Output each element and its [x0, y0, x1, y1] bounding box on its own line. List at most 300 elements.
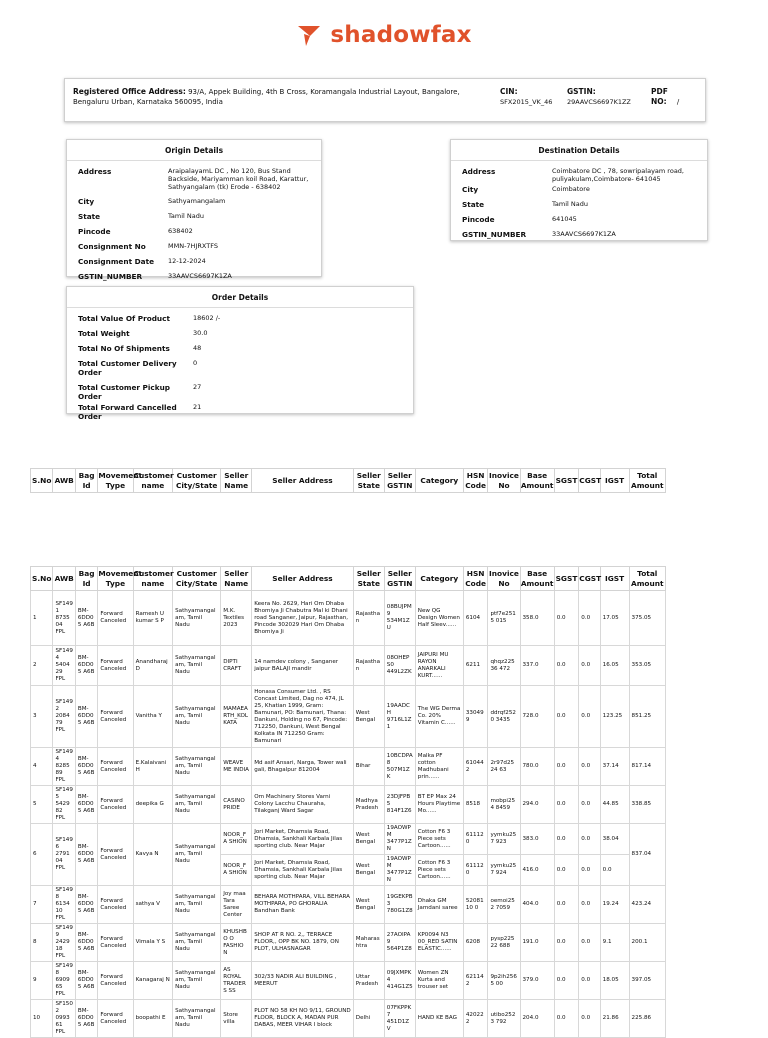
- cell-awb: SF1496 279104 FPL: [53, 824, 75, 886]
- origin-row: [67, 165, 321, 195]
- order-label: Total Value Of Product: [78, 314, 170, 323]
- cell-cat: Malka PF cotton Madhubani prin......: [415, 748, 463, 786]
- column-header: CGST: [579, 469, 600, 493]
- cell-inv: pysp22522 688: [488, 924, 520, 962]
- destination-row: [451, 198, 707, 213]
- table-row: [31, 1000, 666, 1038]
- cell-seller: AS ROYAL TRADERS SS: [221, 962, 252, 1000]
- cell-total: 225.86: [629, 1000, 665, 1038]
- table-row: [31, 786, 666, 824]
- cell-move: Forward Canceled: [98, 646, 133, 686]
- destination-label: Pincode: [462, 215, 495, 224]
- cell-cust: boopathi E: [133, 1000, 173, 1038]
- cell-base: 358.0: [520, 591, 554, 646]
- column-header: Customer City/State: [173, 469, 221, 493]
- cell-bag: BM-6DD05 A6B: [75, 786, 97, 824]
- cell-bag: BM-6DD05 A6B: [75, 962, 97, 1000]
- cell-cgst: 0.0: [579, 591, 600, 646]
- destination-row: [451, 213, 707, 228]
- cell-total: 353.05: [629, 646, 665, 686]
- column-header: SGST: [554, 469, 579, 493]
- cell-city: Sathyamangal am, Tamil Nadu: [173, 591, 221, 646]
- cell-move: Forward Canceled: [98, 824, 133, 886]
- destination-details-list: [451, 161, 707, 243]
- cell-base: 294.0: [520, 786, 554, 824]
- cell-cat: Women ZN Kurta and trouser set: [415, 962, 463, 1000]
- table-row: [31, 646, 666, 686]
- cell-inv: mobpi254 8459: [488, 786, 520, 824]
- cell-saddr: 302/33 NADIR ALI BUILDING , MEERUT: [252, 962, 354, 1000]
- cell-awb: SF1502 099361 FPL: [53, 1000, 75, 1038]
- cell-hsn: 611120: [463, 855, 488, 886]
- column-header: Customer name: [133, 567, 173, 591]
- cell-city: Sathyamangal am, Tamil Nadu: [173, 1000, 221, 1038]
- column-header: Customer City/State: [173, 567, 221, 591]
- column-header: Seller Address: [252, 567, 354, 591]
- cell-cgst: 0.0: [579, 924, 600, 962]
- cell-awb: SF1499 242918 FPL: [53, 924, 75, 962]
- cell-sno: 9: [31, 962, 53, 1000]
- cell-cgst: 0.0: [579, 686, 600, 748]
- cell-gstin: 27AOIPA9 564P1Z8: [384, 924, 415, 962]
- cell-sstate: West Bengal: [353, 855, 384, 886]
- column-header: Base Amount: [520, 469, 554, 493]
- cell-base: 416.0: [520, 855, 554, 886]
- column-header: S.No: [31, 567, 53, 591]
- column-header: Category: [415, 567, 463, 591]
- origin-value: Sathyamangalam: [168, 197, 226, 205]
- no-value: /: [676, 98, 680, 106]
- no-label: NO:: [651, 97, 667, 106]
- order-label: Total Forward Cancelled Order: [78, 403, 177, 421]
- destination-value: Coimbatore: [552, 185, 590, 193]
- cell-gstin: 10BCDPA8 507M1ZK: [384, 748, 415, 786]
- cell-inv: yymku257 923: [488, 824, 520, 855]
- cell-gstin: 19AOWPM 3477P1ZN: [384, 824, 415, 855]
- cell-cat: Dhaka GM Jamdani saree: [415, 886, 463, 924]
- column-header: Total Amount: [629, 469, 665, 493]
- gstin-label: GSTIN:: [567, 87, 596, 96]
- origin-details-list: [67, 161, 321, 285]
- table-row: [31, 962, 666, 1000]
- cell-sstate: Delhi: [353, 1000, 384, 1038]
- registered-office-label: Registered Office Address:: [73, 87, 186, 96]
- cell-base: 379.0: [520, 962, 554, 1000]
- cell-seller: NOOR_FA SHION: [221, 824, 252, 855]
- cell-total: 200.1: [629, 924, 665, 962]
- origin-value: 12-12-2024: [168, 257, 206, 265]
- column-header: Seller Name: [221, 567, 252, 591]
- cell-saddr: Honasa Consumer Ltd. , RS Concast Limited, Dag no 474, JL 25, Khatian 1999, Gram: Bamunari, PO: Bamunari, Thana: Dankuni, Holding no 67, Pincode: 712250, Dankuni, West Bengal Kolkata IN 712250 Gram: Bamunari: [252, 686, 354, 748]
- cell-bag: BM-6DD05 A6B: [75, 824, 97, 886]
- cell-saddr: PLOT NO 58 KH NO 9/11, GROUND FLOOR, BLOCK A, MADAN PUR DABAS, MEER VIHAR I block: [252, 1000, 354, 1038]
- cell-total: 397.05: [629, 962, 665, 1000]
- cell-sgst: 0.0: [554, 1000, 579, 1038]
- cell-sgst: 0.0: [554, 646, 579, 686]
- origin-row: [67, 195, 321, 210]
- cell-igst: 16.05: [600, 646, 629, 686]
- cell-saddr: Jori Market, Dhamsia Road, Dhamsia, Sankhali Karbala Jilas sporting club. Near Majar: [252, 855, 354, 886]
- order-value: 18602 /-: [193, 314, 221, 322]
- column-header: Customer name: [133, 469, 173, 493]
- brand-name: shadowfax: [330, 22, 472, 48]
- cell-sno: 1: [31, 591, 53, 646]
- destination-row: [451, 165, 707, 183]
- column-header: Inovice No: [488, 469, 520, 493]
- cell-gstin: 19GEKPB3 780G1Z8: [384, 886, 415, 924]
- cell-cust: Vanitha Y: [133, 686, 173, 748]
- cell-cust: Vimala Y S: [133, 924, 173, 962]
- cell-cgst: 0.0: [579, 748, 600, 786]
- column-header: Bag Id: [75, 469, 97, 493]
- registered-office-box: [64, 78, 706, 122]
- cell-inv: yymku257 924: [488, 855, 520, 886]
- cell-base: 728.0: [520, 686, 554, 748]
- table-row: [31, 686, 666, 748]
- cell-igst: 21.86: [600, 1000, 629, 1038]
- cell-gstin: 08BUJPM9 534M1ZU: [384, 591, 415, 646]
- cell-cust: Anandharaj D: [133, 646, 173, 686]
- cell-bag: BM-6DD05 A6B: [75, 924, 97, 962]
- destination-label: City: [462, 185, 479, 194]
- cell-total: 338.85: [629, 786, 665, 824]
- cell-sstate: Maharas htra: [353, 924, 384, 962]
- cell-awb: SF1498 613410 FPL: [53, 886, 75, 924]
- origin-label: Address: [78, 167, 112, 176]
- items-table: [30, 566, 666, 1038]
- cell-awb: SF1492 208479 FPL: [53, 686, 75, 748]
- destination-value: 641045: [552, 215, 577, 223]
- cell-bag: BM-6DD05 A6B: [75, 886, 97, 924]
- cell-awb: SF1498 690965 FPL: [53, 962, 75, 1000]
- table-row: [31, 824, 666, 855]
- cell-city: Sathyamangal am, Tamil Nadu: [173, 924, 221, 962]
- cell-sgst: 0.0: [554, 886, 579, 924]
- order-row: [67, 327, 413, 342]
- cell-inv: 9p2ih2565 00: [488, 962, 520, 1000]
- column-header: IGST: [600, 567, 629, 591]
- cell-cgst: 0.0: [579, 886, 600, 924]
- origin-row: [67, 210, 321, 225]
- order-row: [67, 381, 413, 401]
- cell-sno: 4: [31, 748, 53, 786]
- cell-cust: deepika G: [133, 786, 173, 824]
- cell-seller: M.K. Textiles 2023: [221, 591, 252, 646]
- shadowfax-logo: [0, 22, 768, 58]
- cell-sgst: 0.0: [554, 824, 579, 855]
- destination-row: [451, 228, 707, 243]
- cell-igst: 17.05: [600, 591, 629, 646]
- column-header: Inovice No: [488, 567, 520, 591]
- origin-label: State: [78, 212, 101, 221]
- cell-saddr: Md asif Ansari, Narga, Tower wali gali, Bhagalpur 812004: [252, 748, 354, 786]
- cell-sno: 8: [31, 924, 53, 962]
- cell-sgst: 0.0: [554, 786, 579, 824]
- cell-sno: 7: [31, 886, 53, 924]
- cell-cat: BT EP Max 24 Hours Playtime Mo......: [415, 786, 463, 824]
- cell-seller: NOOR_FA SHION: [221, 855, 252, 886]
- cell-hsn: 8518: [463, 786, 488, 824]
- cell-saddr: Om Machinery Stores Varni Colony Lacchu Chauraha, Tilakganj Ward Sagar: [252, 786, 354, 824]
- cell-seller: KHUSHBO O FASHIO N: [221, 924, 252, 962]
- cell-seller: DIPTI CRAFT: [221, 646, 252, 686]
- gstin-block: [567, 87, 631, 107]
- cell-sstate: West Bengal: [353, 686, 384, 748]
- column-header: HSN Code: [463, 469, 488, 493]
- cell-cgst: 0.0: [579, 824, 600, 855]
- cin-label: CIN:: [500, 87, 518, 96]
- column-header: Movement Type: [98, 469, 133, 493]
- column-header: SGST: [554, 567, 579, 591]
- origin-details-title: Origin Details: [67, 140, 321, 161]
- column-header: Base Amount: [520, 567, 554, 591]
- cell-awb: SF1495 542982 FPL: [53, 786, 75, 824]
- cell-total: 851.25: [629, 686, 665, 748]
- cell-igst: 37.14: [600, 748, 629, 786]
- cell-inv: utibo2523 792: [488, 1000, 520, 1038]
- origin-label: Consignment Date: [78, 257, 155, 266]
- destination-value: Tamil Nadu: [552, 200, 588, 208]
- cell-seller: WEAVE ME INDIA: [221, 748, 252, 786]
- origin-value: AraipalayamL DC , No 120, Bus Stand Backside, Mariyamman koil Road, Karattur, Sathyangalam (tk) Erode - 638402: [168, 167, 309, 191]
- pdf-no-block: [651, 87, 679, 107]
- cell-gstin: 19AADCH 9716L1Z1: [384, 686, 415, 748]
- cell-saddr: Keera No. 2629, Hari Om Dhaba Bhomiya Ji Chabutra Mal ki Dhani road Sanganer, Jaipur, Rajasthan, Pincode 302029 Hari Om Dhaba Bhomiya Ji: [252, 591, 354, 646]
- cell-sstate: Rajastha n: [353, 591, 384, 646]
- destination-details-title: Destination Details: [451, 140, 707, 161]
- cell-sgst: 0.0: [554, 748, 579, 786]
- cell-total: 837.04: [629, 824, 665, 886]
- cell-total: 375.05: [629, 591, 665, 646]
- cell-igst: 19.24: [600, 886, 629, 924]
- origin-row: [67, 240, 321, 255]
- origin-value: 638402: [168, 227, 193, 235]
- cell-igst: 123.25: [600, 686, 629, 748]
- order-label: Total Customer Pickup Order: [78, 383, 171, 401]
- destination-row: [451, 183, 707, 198]
- cell-hsn: 6211: [463, 646, 488, 686]
- destination-label: State: [462, 200, 485, 209]
- order-value: 48: [193, 344, 202, 352]
- cell-cust: Ramesh U kumar S P: [133, 591, 173, 646]
- cell-sno: 3: [31, 686, 53, 748]
- cell-sstate: West Bengal: [353, 886, 384, 924]
- cell-base: 204.0: [520, 1000, 554, 1038]
- column-header: Seller Address: [252, 469, 354, 493]
- table-row: [31, 924, 666, 962]
- cell-saddr: Jori Market, Dhamsia Road, Dhamsia, Sankhali Karbala Jilas sporting club. Near Majar: [252, 824, 354, 855]
- cell-base: 780.0: [520, 748, 554, 786]
- cell-cust: Kavya N: [133, 824, 173, 886]
- cell-saddr: BEHARA MOTHPARA, VILL BEHARA MOTHPARA, PO GHORALIA Bandhan Bank: [252, 886, 354, 924]
- origin-value: MMN-7HJRXTFS: [168, 242, 218, 250]
- cell-inv: ptf7e2515 015: [488, 591, 520, 646]
- cin-block: [500, 87, 552, 107]
- cell-seller: CASINO PRIDE: [221, 786, 252, 824]
- cell-seller: Joy maa Tara Saree Center: [221, 886, 252, 924]
- order-value: 21: [193, 403, 202, 411]
- cell-sno: 6: [31, 824, 53, 886]
- cell-hsn: 330499: [463, 686, 488, 748]
- cell-city: Sathyamangal am, Tamil Nadu: [173, 686, 221, 748]
- column-header: Seller State: [353, 567, 384, 591]
- cell-hsn: 6104: [463, 591, 488, 646]
- cell-gstin: 09JXMPK4 414G1Z5: [384, 962, 415, 1000]
- cell-bag: BM-6DD05 A6B: [75, 646, 97, 686]
- column-header: Category: [415, 469, 463, 493]
- column-header: IGST: [600, 469, 629, 493]
- cell-inv: qhqz22536 472: [488, 646, 520, 686]
- cell-hsn: 420222: [463, 1000, 488, 1038]
- destination-value: Coimbatore DC , 78, sowripalayam road, puliyakulam,Coimbatore- 641045: [552, 167, 684, 183]
- cell-move: Forward Canceled: [98, 1000, 133, 1038]
- cell-city: Sathyamangal am, Tamil Nadu: [173, 646, 221, 686]
- origin-value: 33AAVCS6697K1ZA: [168, 272, 232, 280]
- cell-igst: 38.04: [600, 824, 629, 855]
- order-row: [67, 357, 413, 381]
- origin-label: Consignment No: [78, 242, 146, 251]
- cell-cat: The WG Derma Co. 20% Vitamin C......: [415, 686, 463, 748]
- origin-label: GSTIN_NUMBER: [78, 272, 143, 281]
- origin-row: [67, 270, 321, 285]
- cell-sgst: 0.0: [554, 924, 579, 962]
- cell-sstate: West Bengal: [353, 824, 384, 855]
- order-value: 30.0: [193, 329, 208, 337]
- cell-bag: BM-6DD05 A6B: [75, 686, 97, 748]
- cell-sno: 10: [31, 1000, 53, 1038]
- cell-sgst: 0.0: [554, 962, 579, 1000]
- order-row: [67, 312, 413, 327]
- column-header: HSN Code: [463, 567, 488, 591]
- cell-cust: Kanagaraj N: [133, 962, 173, 1000]
- column-header: S.No: [31, 469, 53, 493]
- cell-bag: BM-6DD05 A6B: [75, 1000, 97, 1038]
- order-details-list: [67, 308, 413, 425]
- cell-cat: KP0094 N3 00_RED SATIN ELASTIC......: [415, 924, 463, 962]
- origin-details-box: [66, 139, 322, 281]
- column-header: AWB: [53, 567, 75, 591]
- origin-row: [67, 255, 321, 270]
- order-label: Total Weight: [78, 329, 130, 338]
- cell-sstate: Bihar: [353, 748, 384, 786]
- cell-city: Sathyamangal am, Tamil Nadu: [173, 886, 221, 924]
- cell-cgst: 0.0: [579, 646, 600, 686]
- cell-cust: sathya V: [133, 886, 173, 924]
- destination-details-box: [450, 139, 708, 241]
- cell-base: 337.0: [520, 646, 554, 686]
- cell-move: Forward Canceled: [98, 962, 133, 1000]
- cell-inv: oemoi252 7059: [488, 886, 520, 924]
- cell-cgst: 0.0: [579, 855, 600, 886]
- cell-bag: BM-6DD05 A6B: [75, 591, 97, 646]
- table-row: [31, 886, 666, 924]
- cell-cust: E.Kalaivani H: [133, 748, 173, 786]
- cell-saddr: SHOP AT R NO. 2,, TERRACE FLOOR,, OPP BK NO. 1879, ON PLOT, ULHASNAGAR: [252, 924, 354, 962]
- cell-total: 423.24: [629, 886, 665, 924]
- column-header: Seller Name: [221, 469, 252, 493]
- order-value: 0: [193, 359, 198, 367]
- cell-city: Sathyamangal am, Tamil Nadu: [173, 748, 221, 786]
- cell-city: Sathyamangal am, Tamil Nadu: [173, 786, 221, 824]
- cell-sno: 5: [31, 786, 53, 824]
- table-row: [31, 591, 666, 646]
- cell-awb: SF1491 873504 FPL: [53, 591, 75, 646]
- cell-sstate: Madhya Pradesh: [353, 786, 384, 824]
- cell-cgst: 0.0: [579, 1000, 600, 1038]
- cell-cgst: 0.0: [579, 962, 600, 1000]
- cell-base: 404.0: [520, 886, 554, 924]
- order-value: 27: [193, 383, 202, 391]
- cell-move: Forward Canceled: [98, 748, 133, 786]
- order-details-title: Order Details: [67, 287, 413, 308]
- cell-total: 817.14: [629, 748, 665, 786]
- cell-sstate: Uttar Pradesh: [353, 962, 384, 1000]
- cell-inv: 2r97d2524 63: [488, 748, 520, 786]
- cell-awb: SF1494 540429 FPL: [53, 646, 75, 686]
- cell-sgst: 0.0: [554, 855, 579, 886]
- gstin-value: 29AAVCS6697K1ZZ: [567, 98, 631, 106]
- cell-sgst: 0.0: [554, 591, 579, 646]
- cell-igst: 18.05: [600, 962, 629, 1000]
- cell-move: Forward Canceled: [98, 924, 133, 962]
- cell-gstin: 08OHEPS0 449L2ZK: [384, 646, 415, 686]
- cell-hsn: 610442: [463, 748, 488, 786]
- cell-city: Sathyamangal am, Tamil Nadu: [173, 824, 221, 886]
- column-header: Bag Id: [75, 567, 97, 591]
- registered-office-value: 93/A, Appek Building, 4th B Cross, Koramangala Industrial Layout, Bangalore, Bengaluru Urban, Karnataka 560095, India: [73, 88, 460, 106]
- cell-base: 383.0: [520, 824, 554, 855]
- cell-seller: Store villa: [221, 1000, 252, 1038]
- cell-saddr: 14 namdev colony , Sanganer jaipur BALAJI mandir: [252, 646, 354, 686]
- cell-cat: New QG Design Women Half Sleev......: [415, 591, 463, 646]
- cell-cat: JAIPURI MU RAYON ANARKALI KURT......: [415, 646, 463, 686]
- cell-awb: SF1494 828589 FPL: [53, 748, 75, 786]
- cell-move: Forward Canceled: [98, 786, 133, 824]
- order-row: [67, 342, 413, 357]
- cell-move: Forward Canceled: [98, 686, 133, 748]
- cell-hsn: 5208110 0: [463, 886, 488, 924]
- cell-seller: MAMAEA RTH_KOL KATA: [221, 686, 252, 748]
- cell-cat: HAND KE BAG: [415, 1000, 463, 1038]
- column-header: CGST: [579, 567, 600, 591]
- cell-move: Forward Canceled: [98, 886, 133, 924]
- items-header-table: [30, 468, 666, 493]
- column-header: Movement Type: [98, 567, 133, 591]
- cell-cgst: 0.0: [579, 786, 600, 824]
- column-header: Seller State: [353, 469, 384, 493]
- cell-bag: BM-6DD05 A6B: [75, 748, 97, 786]
- column-header: Seller GSTIN: [384, 469, 415, 493]
- pdf-label: PDF: [651, 87, 668, 96]
- cell-cat: Cotton F6 3 Piece sets Cartoon......: [415, 824, 463, 855]
- cell-cat: Cotton F6 3 Piece sets Cartoon......: [415, 855, 463, 886]
- column-header: Seller GSTIN: [384, 567, 415, 591]
- destination-value: 33AAVCS6697K1ZA: [552, 230, 616, 238]
- cell-sstate: Rajastha n: [353, 646, 384, 686]
- cell-gstin: 19AOWPM 3477P1ZN: [384, 855, 415, 886]
- cell-sno: 2: [31, 646, 53, 686]
- column-header: Total Amount: [629, 567, 665, 591]
- destination-label: Address: [462, 167, 496, 176]
- origin-row: [67, 225, 321, 240]
- cell-hsn: 621142: [463, 962, 488, 1000]
- order-label: Total Customer Delivery Order: [78, 359, 177, 377]
- order-row: [67, 401, 413, 425]
- cell-hsn: 6208: [463, 924, 488, 962]
- column-header: AWB: [53, 469, 75, 493]
- cell-inv: ddrqf2520 3435: [488, 686, 520, 748]
- origin-label: City: [78, 197, 95, 206]
